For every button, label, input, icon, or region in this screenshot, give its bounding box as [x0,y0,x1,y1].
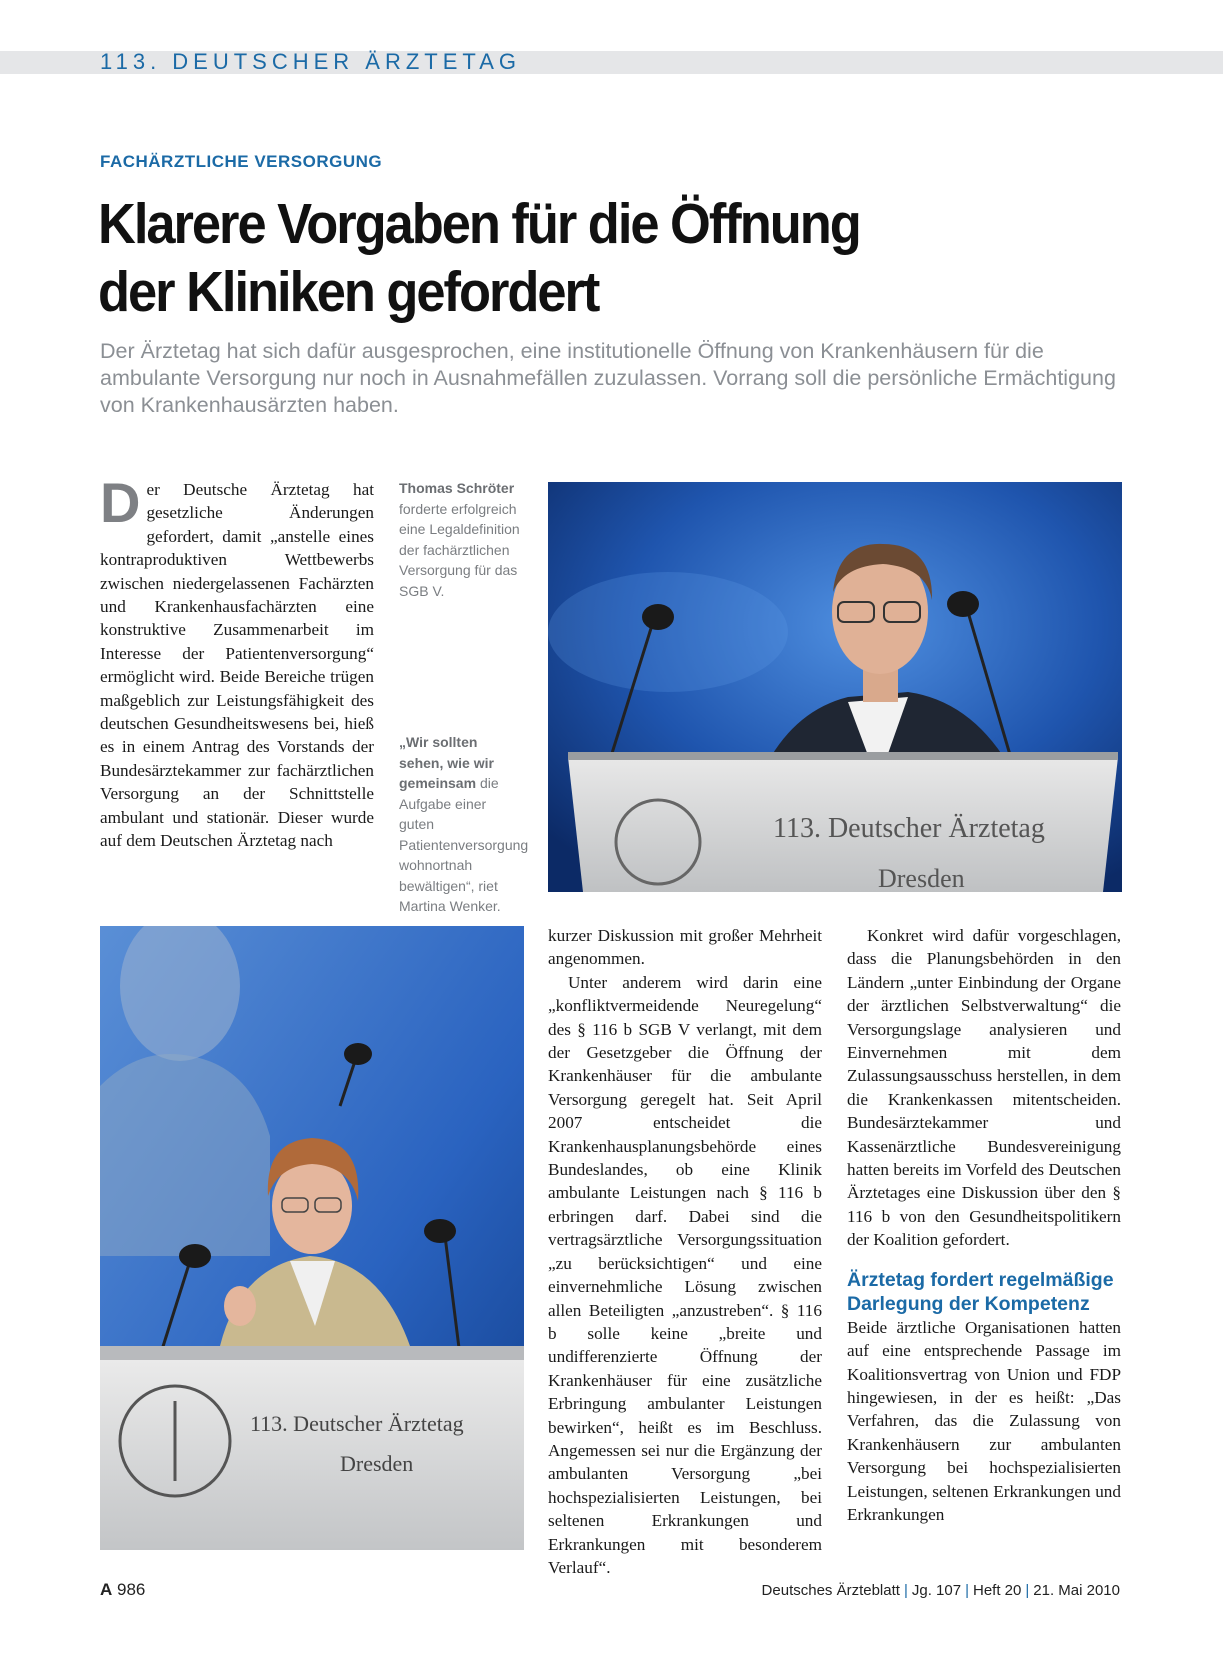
photo-speaker-martina-wenker [100,926,524,1550]
body-paragraph: Unter anderem wird darin eine „konfliktvermeidende Neuregelung“ des § 116 b SGB V verlangt, mit dem der Gesetzgeber die Öffnung der Krankenhäuser für die ambulante Versorgung geregelt hat. Seit April 2007 entscheidet die Krankenhausplanungsbehörde eines Bundeslandes, ob eine Klinik ambulante Leistungen nach § 116 b erbringen darf. Dabei sind die vertragsärztliche Versorgungssituation „zu berücksichtigen“ und eine einvernehmliche Lösung zwischen allen Beteiligten „anzustreben“. § 116 b solle keine „breite und undifferenzierte Öffnung der Krankenhäuser für eine zusätzliche Erbringung ambulanter Leistungen bewirken“, heißt es im Beschluss. Angemessen sei nur die Ergänzung der ambulanten Versorgung „bei hochspezialisierten Leistungen, bei seltenen Erkrankungen und Erkrankungen mit besonderem Verlauf“. [548,972,822,1577]
separator: | [1025,1582,1030,1599]
separator: | [903,1582,908,1599]
headline-line-1: Klarere Vorgaben für die Öffnung [98,192,860,256]
issue: Heft 20 [972,1582,1022,1599]
headline-line-2: der Kliniken gefordert [98,260,599,324]
body-paragraph: er Deutsche Ärztetag hat gesetzliche Änderungen gefordert, damit „anstelle eines kontraproduktiven Wettbewerbs zwischen niedergelassenen Fachärzten und Krankenhausfachärzten eine konstruktive Zusammenarbeit im Interesse der Patientenversorgung“ ermöglicht wird. Beide Bereiche trügen maßgeblich zur Leistungsfähigkeit des deutschen Gesundheitswesens bei, hieß es in einem Antrag des Vorstands der Bundesärztekammer zur fachärztlichen Versorgung an der Schnittstelle ambulant und stationär. Dieser wurde auf dem Deutschen Ärztetag nach [100,480,374,851]
section-subheading: Ärztetag fordert regelmäßige Darlegung der Kompetenz [847,1268,1114,1315]
body-column-1 [100,471,374,853]
separator: | [965,1582,969,1599]
photo-caption-2 [399,732,529,917]
lectern-text: 113. Deutscher Ärztetag [250,1411,464,1436]
photo-speaker-thomas-schroeter [548,482,1122,892]
issue-date: 21. Mai 2010 [1033,1582,1120,1599]
lectern-text-city: Dresden [340,1451,414,1476]
drop-cap: D [100,471,141,534]
caption-text: die Aufgabe einer guten Patientenversorgung wohnortnah bewältigen“, riet Martina Wenker. [399,775,529,914]
page-number-value: 986 [117,1580,146,1599]
body-paragraph: Beide ärztliche Organisationen hatten auf eine entsprechende Passage im Koalitionsvertrag von Union und FDP hingewiesen, in der es heißt: „Das Verfahren, das die Zulassung von Krankenhäusern zur ambulanten Versorgung bei hochspezialisierten Leistungen, seltenen Erkrankungen und Erkrankungen [847,1317,1121,1524]
lectern-text: 113. Deutscher Ärztetag [773,813,1045,844]
body-paragraph: Konkret wird dafür vorgeschlagen, dass die Planungsbehörden in den Ländern „unter Einbindung der Organe der ärztlichen Selbstverwaltung“ die Versorgungslage analysieren und Einvernehmen mit dem Zulassungsausschuss herstellen, in dem die Krankenkassen mitentscheiden. Bundesärztekammer und Kassenärztliche Bundesvereinigung hatten bereits im Vorfeld des Deutschen Ärztetages eine Diskussion über den § 116 b von den Gesundheitspolitikern der Koalition gefordert. [847,926,1121,1250]
article-headline [98,190,926,326]
photo-caption-1 [399,478,524,601]
page-number [100,1580,145,1600]
journal-name: Deutsches Ärzteblatt [761,1582,900,1599]
caption-quote: „Wir sollten sehen, wie wir gemeinsam [399,734,494,791]
caption-text: forderte erfolgreich eine Legaldefinition der fachärztlichen Versorgung für das SGB V. [399,500,520,599]
caption-name: Thomas Schröter [399,480,515,496]
body-column-4 [847,924,1121,1526]
body-column-3 [548,924,822,1579]
page-prefix: A [100,1580,113,1599]
publication-info [762,1582,1120,1599]
article-kicker: FACHÄRZTLICHE VERSORGUNG [100,152,383,171]
section-title: 113. DEUTSCHER ÄRZTETAG [100,49,522,74]
lectern-text-city: Dresden [878,864,965,892]
body-paragraph: kurzer Diskussion mit großer Mehrheit angenommen. [548,926,822,969]
volume: Jg. 107 [911,1582,962,1599]
article-deck: Der Ärztetag hat sich dafür ausgesprochen, eine institutionelle Öffnung von Krankenhäusern für die ambulante Versorgung nur noch in Ausnahmefällen zuzulassen. Vorrang soll die persönliche Ermächtigung von Krankenhausärzten haben. [100,339,1116,417]
